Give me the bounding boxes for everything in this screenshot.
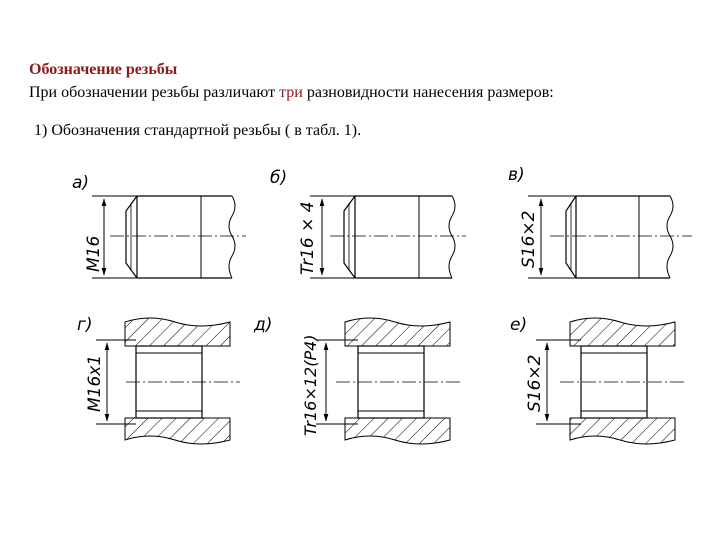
figure-a-designation: М16 [84, 235, 104, 272]
figure-b-letter: б) [270, 168, 288, 188]
figure-e [510, 315, 686, 444]
figure-g [77, 315, 240, 444]
figure-b [270, 168, 466, 278]
figure-v-designation: S16×2 [519, 210, 539, 268]
figure-d-letter: д) [254, 315, 273, 335]
figure-e-designation: S16×2 [525, 354, 545, 412]
figure-g-letter: г) [77, 315, 93, 335]
page-title: Обозначение резьбы [29, 61, 178, 78]
list-item-standard-thread: 1) Обозначения стандартной резьбы ( в табл. 1). [34, 122, 362, 139]
figure-g-designation: М16х1 [85, 354, 105, 412]
figure-d [253, 315, 460, 444]
figure-b-designation: Tr16 × 4 [298, 201, 318, 275]
figure-a [72, 173, 246, 278]
intro-before: При обозначении резьбы различают [29, 84, 280, 101]
figure-v [508, 165, 692, 278]
intro-highlight: три [279, 84, 303, 101]
figure-d-designation: Tr16×12(P4) [301, 334, 320, 436]
figure-e-letter: е) [510, 315, 528, 335]
intro-after: разновидности нанесения размеров: [302, 84, 554, 101]
figure-v-letter: в) [508, 165, 525, 185]
figure-a-letter: а) [72, 173, 90, 193]
